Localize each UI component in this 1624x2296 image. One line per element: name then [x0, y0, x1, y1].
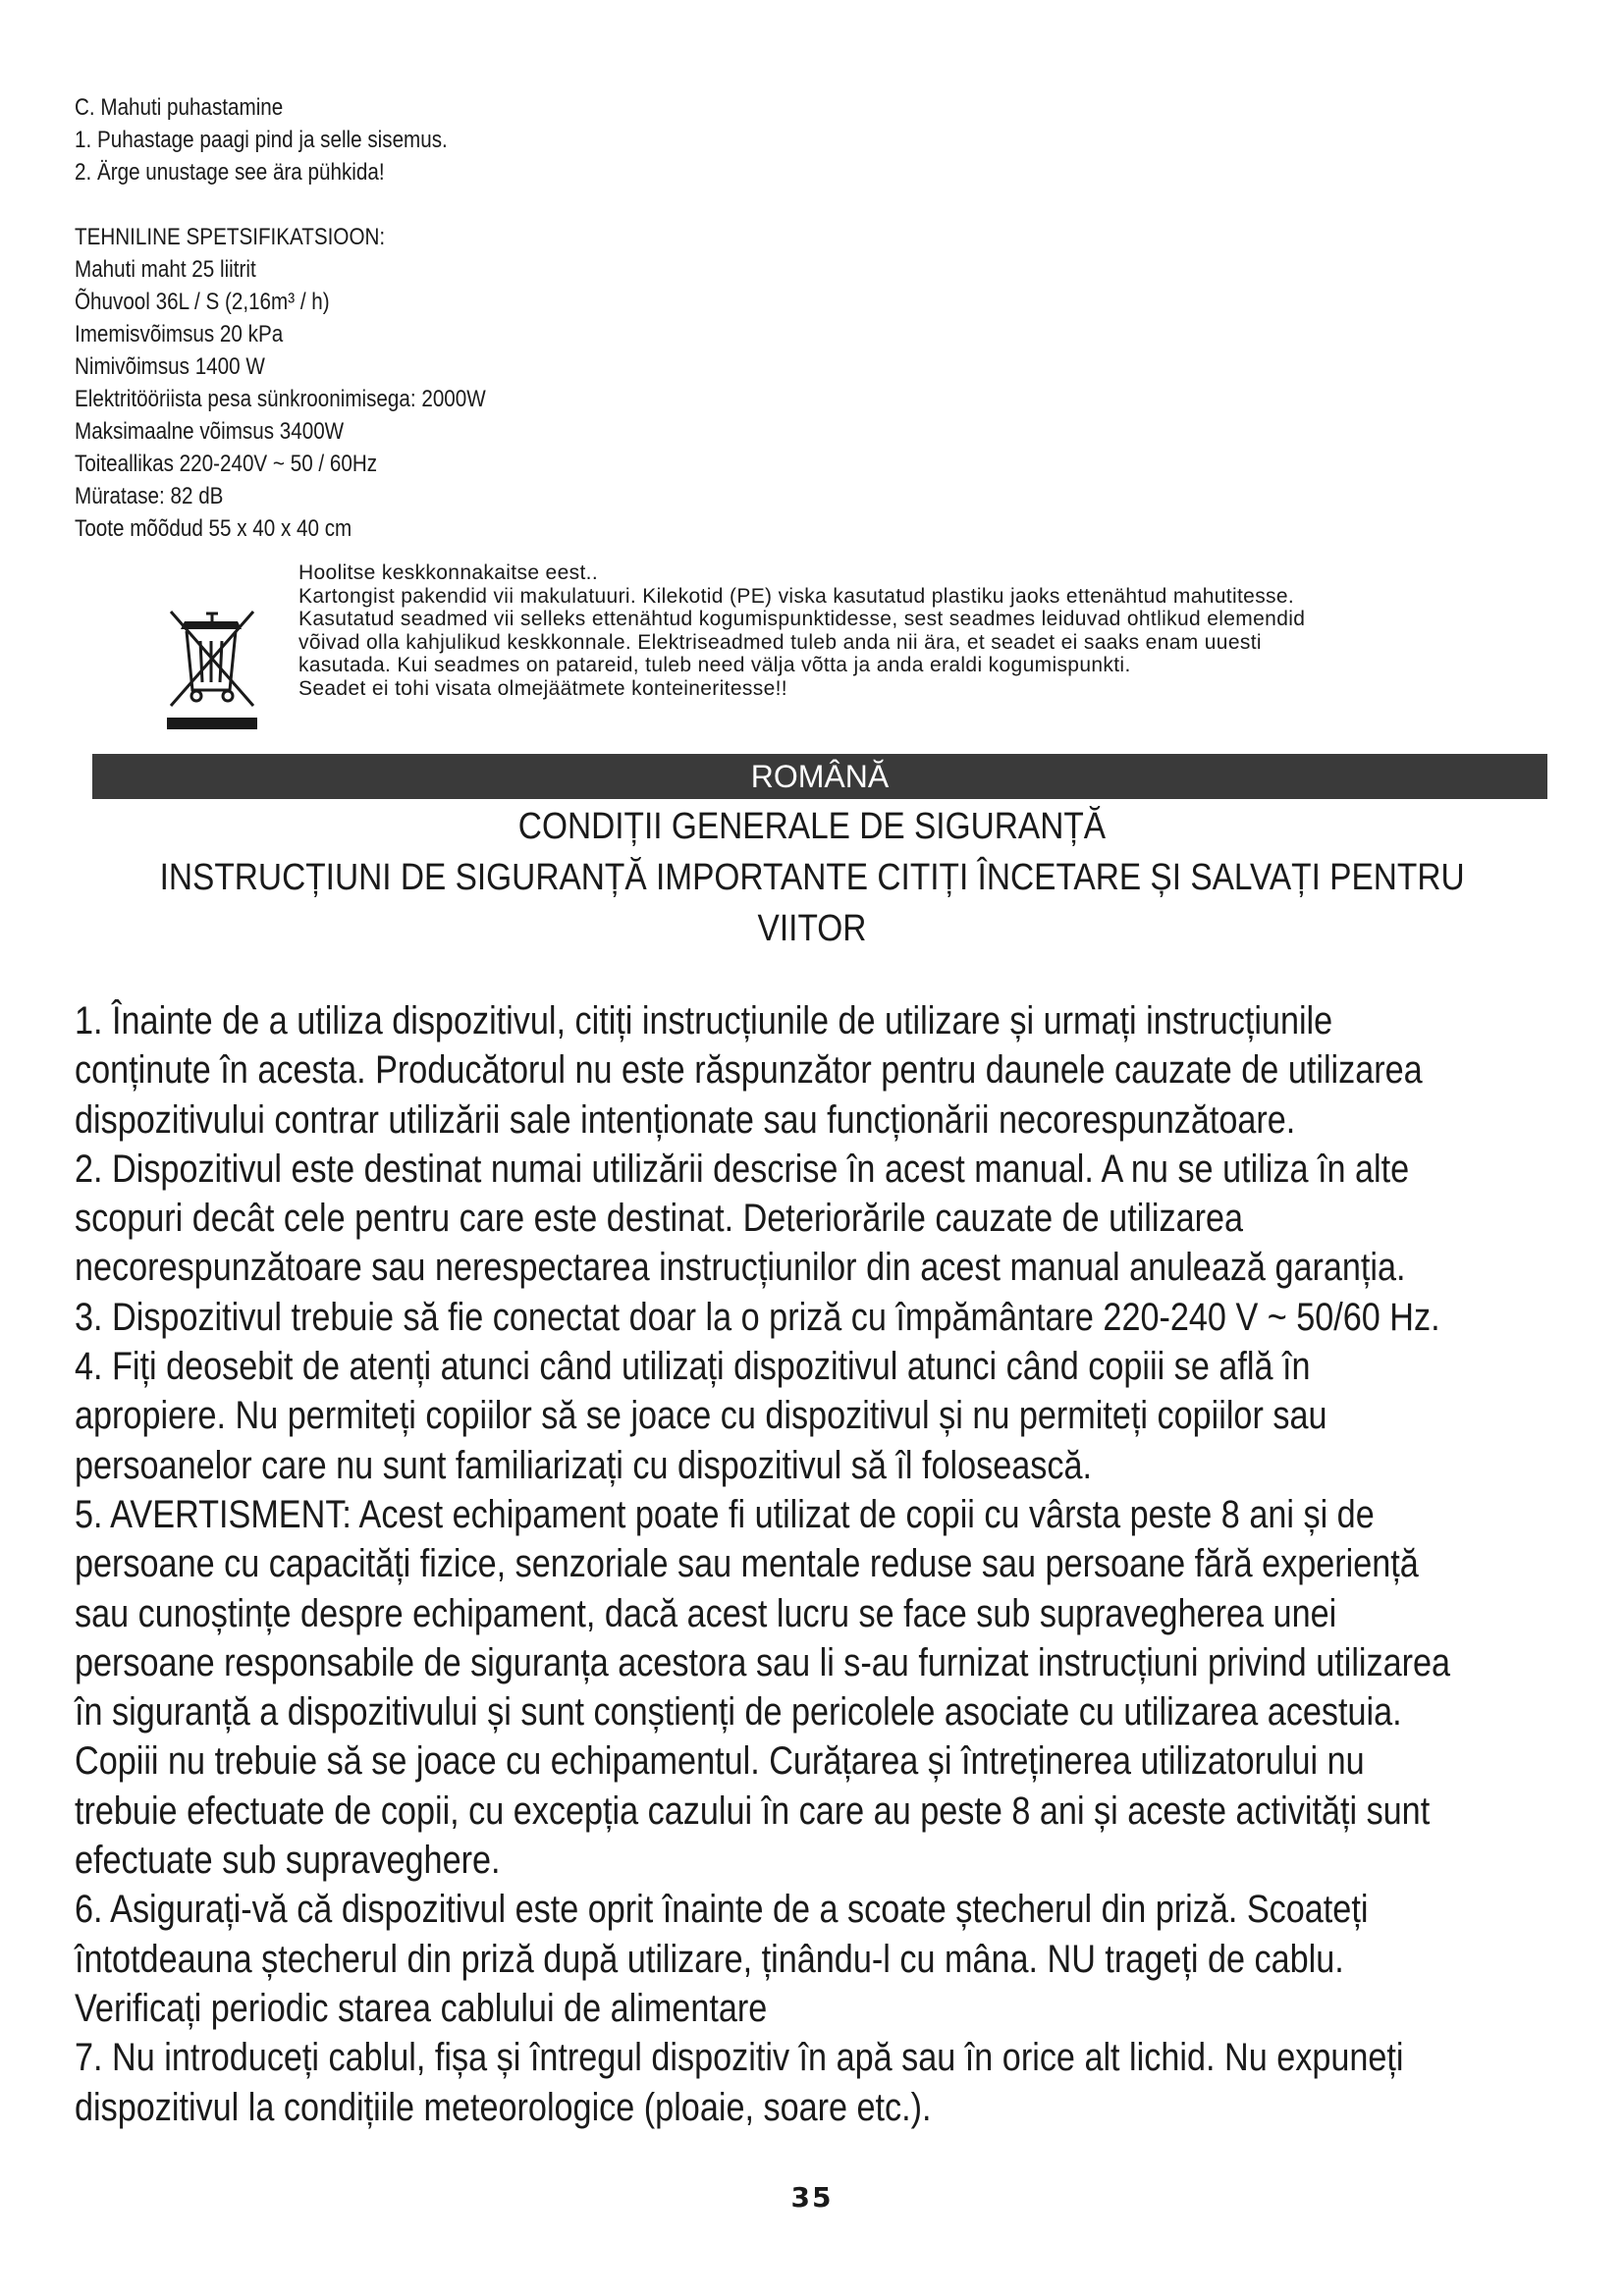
instruction-line: necorespunzătoare sau nerespectarea instrucțiunilor din acest manual anulează garanția. — [75, 1246, 1406, 1290]
instruction-line: 4. Fiți deosebit de atenți atunci când utilizați dispozitivul atunci când copiii se află în — [75, 1345, 1311, 1389]
instruction-line: 7. Nu introduceți cablul, fișa și întregul dispozitiv în apă sau în orice alt lichid. Nu expuneți — [75, 2036, 1404, 2080]
instruction-line: efectuate sub supraveghere. — [75, 1839, 501, 1883]
specs-heading: TEHNILINE SPETSIFIKATSIOON: — [75, 224, 386, 250]
cleaning-step: 1. Puhastage paagi pind ja selle sisemus. — [75, 127, 448, 153]
section-subtitle-cont — [0, 905, 1624, 952]
section-subtitle-cont-text: VIITOR — [757, 908, 867, 949]
instruction-line: dispozitivului contrar utilizării sale intenționate sau funcționării necorespunzătoare. — [75, 1097, 1296, 1142]
instruction-line: 5. AVERTISMENT: Acest echipament poate fi utilizat de copii cu vârsta peste 8 ani și de — [75, 1492, 1375, 1536]
instruction-line: sau cunoștințe despre echipament, dacă acest lucru se face sub supravegherea unei — [75, 1591, 1337, 1635]
instruction-line: 3. Dispozitivul trebuie să fie conectat doar la o priză cu împământare 220-240 V ~ 50/60 Hz. — [75, 1295, 1440, 1339]
disposal-line: Seadet ei tohi visata olmejäätmete konteineritesse!! — [298, 676, 787, 700]
spec-item: Toote mõõdud 55 x 40 x 40 cm — [75, 515, 352, 542]
safety-instructions — [75, 996, 1624, 2132]
spec-item: Maksimaalne võimsus 3400W — [75, 418, 345, 445]
cleaning-step: 2. Ärge unustage see ära pühkida! — [75, 159, 385, 186]
instruction-line: Verificați periodic starea cablului de alimentare — [75, 1986, 768, 2030]
spec-item: Nimivõimsus 1400 W — [75, 353, 265, 380]
disposal-line: kasutada. Kui seadmes on patareid, tuleb need välja võtta ja anda eraldi kogumispunkti. — [298, 654, 1131, 676]
section-subtitle-text: INSTRUCȚIUNI DE SIGURANȚĂ IMPORTANTE CITIȚI ÎNCETARE ȘI SALVAȚI PENTRU — [159, 857, 1465, 898]
spec-item: Elektritööriista pesa sünkroonimisega: 2000W — [75, 386, 486, 412]
instruction-line: dispozitivul la condițiile meteorologice (ploaie, soare etc.). — [75, 2085, 932, 2129]
instruction-line: în siguranță a dispozitivului și sunt conștienți de pericolele asociate cu utilizarea acestuia. — [75, 1690, 1402, 1735]
instruction-line: trebuie efectuate de copii, cu excepția cazului în care au peste 8 ani și aceste activități sunt — [75, 1789, 1431, 1833]
instruction-line: persoane cu capacități fizice, senzoriale sau mentale reduse sau persoane fără experiență — [75, 1542, 1419, 1586]
instruction-line: scopuri decât cele pentru care este destinat. Deteriorările cauzate de utilizarea — [75, 1197, 1244, 1241]
instruction-line: conținute în acesta. Producătorul nu este răspunzător pentru daunele cauzate de utilizarea — [75, 1048, 1423, 1093]
instruction-line: 1. Înainte de a utiliza dispozitivul, citiți instrucțiunile de utilizare și urmați instrucțiunile — [75, 999, 1333, 1042]
instruction-line: 6. Asigurați-vă că dispozitivul este oprit înainte de a scoate ștecherul din priză. Scoateți — [75, 1888, 1369, 1932]
section-subtitle — [0, 854, 1624, 901]
spec-item: Müratase: 82 dB — [75, 483, 224, 509]
disposal-line: Kasutatud seadmed vii selleks ettenähtud kogumispunktidesse, sest seadmes leiduvad ohtlikud elemendid — [298, 608, 1306, 630]
instruction-line: întotdeauna ștecherul din priză după utilizare, ținându-l cu mâna. NU trageți de cablu. — [75, 1937, 1344, 1981]
spec-item: Toiteallikas 220-240V ~ 50 / 60Hz — [75, 451, 378, 477]
disposal-line: Hoolitse keskkonnakaitse eest.. — [298, 561, 599, 584]
disposal-line: Kartongist pakendid vii makulatuuri. Kilekotid (PE) viska kasutatud plastiku jaoks ettenähtud mahutitesse. — [298, 584, 1295, 608]
instruction-line: 2. Dispozitivul este destinat numai utilizării descrise în acest manual. A nu se utiliza în alte — [75, 1147, 1410, 1191]
instruction-line: apropiere. Nu permiteți copiilor să se joace cu dispozitivul și nu permiteți copiilor sau — [75, 1394, 1327, 1438]
cleaning-heading: C. Mahuti puhastamine — [75, 94, 284, 121]
instruction-line: persoane responsabile de siguranța acestora sau li s-au furnizat instrucțiuni privind utilizarea — [75, 1640, 1451, 1684]
spec-item: Mahuti maht 25 liitrit — [75, 256, 256, 283]
language-banner: ROMÂNĂ — [92, 754, 1547, 799]
disposal-notice — [298, 561, 1575, 700]
section-title — [0, 803, 1624, 850]
instruction-line: Copiii nu trebuie să se joace cu echipamentul. Curățarea și întreținerea utilizatorului nu — [75, 1739, 1365, 1784]
estonian-section — [75, 91, 1547, 545]
section-title-text: CONDIȚII GENERALE DE SIGURANȚĂ — [517, 806, 1107, 847]
spec-item: Õhuvool 36L / S (2,16m³ / h) — [75, 289, 330, 315]
instruction-line: persoanelor care nu sunt familiarizați cu dispozitivul să îl folosească. — [75, 1443, 1093, 1487]
disposal-line: võivad olla kahjulikud keskkonnale. Elektriseadmed tuleb anda nii ära, et seadet ei saaks enam uuesti — [298, 630, 1262, 654]
page-number: 35 — [790, 2181, 834, 2214]
spec-item: Imemisvõimsus 20 kPa — [75, 321, 284, 347]
crossed-out-wheelie-bin-icon — [161, 604, 263, 733]
